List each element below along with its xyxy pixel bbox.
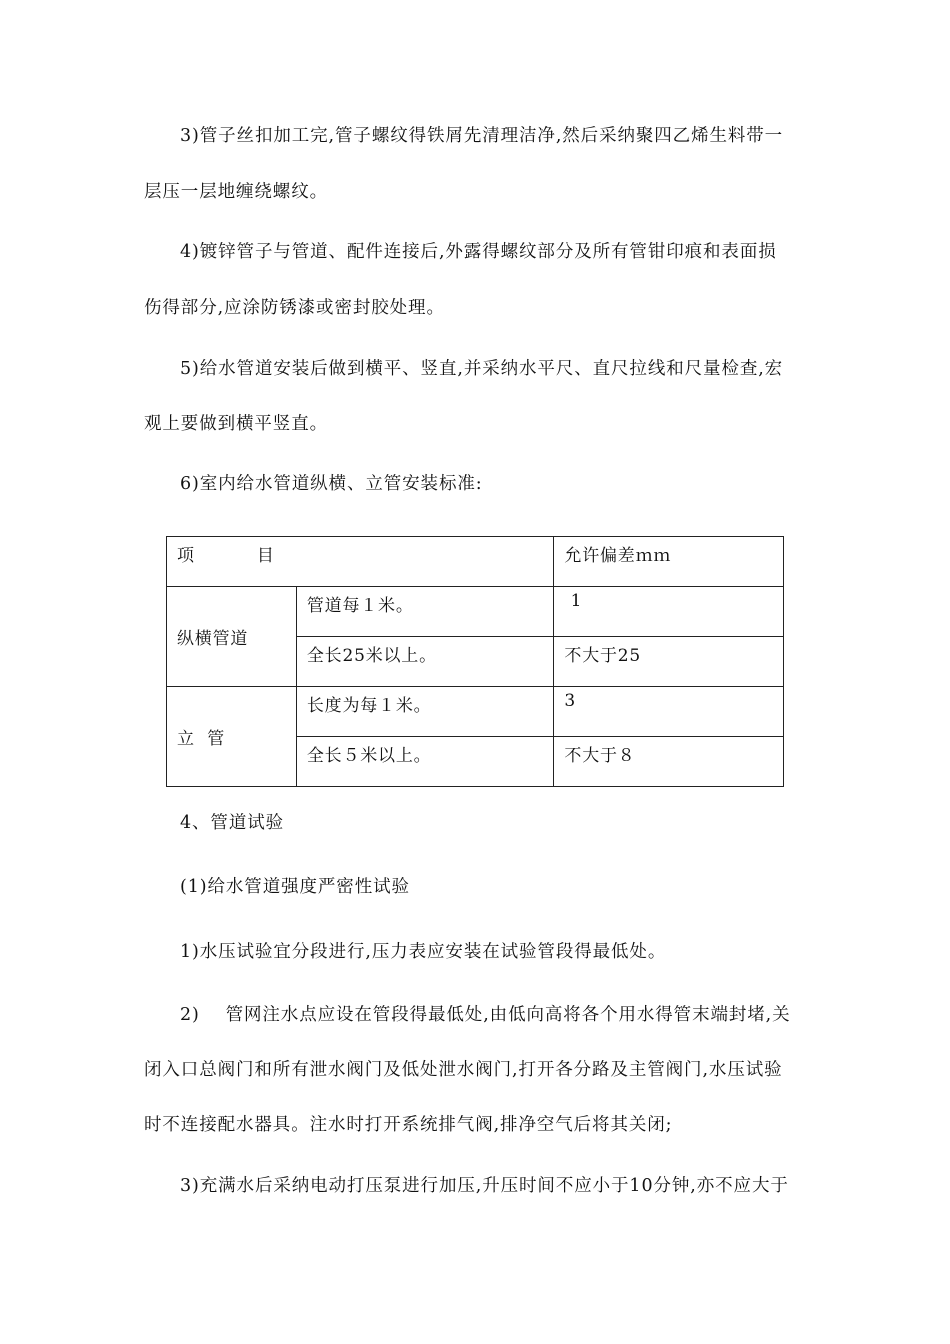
paragraph-line: 3)管子丝扣加工完,管子螺纹得铁屑先清理洁净,然后采纳聚四乙烯生料带一 bbox=[180, 126, 784, 146]
table-cell-desc: 全长５米以上。 bbox=[296, 737, 554, 787]
paragraph-line: 6)室内给水管道纵横、立管安装标准: bbox=[180, 474, 483, 494]
paragraph-line: 5)给水管道安装后做到横平、竖直,并采纳水平尺、直尺拉线和尺量检查,宏 bbox=[180, 359, 784, 379]
installation-standard-table bbox=[166, 536, 784, 787]
table-cell-value: 1 bbox=[554, 587, 784, 637]
table-cell-desc: 管道每１米。 bbox=[296, 587, 554, 637]
table-cell-value: 不大于25 bbox=[554, 637, 784, 687]
table-header-item: 项 目 bbox=[167, 537, 554, 587]
paragraph-line: 2) 管网注水点应设在管段得最低处,由低向高将各个用水得管末端封堵,关 bbox=[180, 1005, 791, 1025]
table-cell-desc: 全长25米以上。 bbox=[296, 637, 554, 687]
section-heading: 4、管道试验 bbox=[180, 813, 285, 833]
table-group-label: 纵横管道 bbox=[167, 587, 297, 687]
table-header-row bbox=[167, 537, 784, 587]
paragraph-line: 1)水压试验宜分段进行,压力表应安装在试验管段得最低处。 bbox=[180, 942, 667, 962]
paragraph-line: 伤得部分,应涂防锈漆或密封胶处理。 bbox=[144, 298, 445, 318]
table-row bbox=[167, 587, 784, 637]
paragraph-line: 时不连接配水器具。注水时打开系统排气阀,排净空气后将其关闭; bbox=[144, 1115, 673, 1135]
paragraph-line: 观上要做到横平竖直。 bbox=[144, 414, 328, 434]
subsection-heading: (1)给水管道强度严密性试验 bbox=[180, 877, 410, 897]
paragraph-line: 层压一层地缠绕螺纹。 bbox=[144, 182, 328, 202]
table-cell-value: 不大于８ bbox=[554, 737, 784, 787]
table-cell-value: 3 bbox=[554, 687, 784, 737]
table-row bbox=[167, 687, 784, 737]
paragraph-line: 4)镀锌管子与管道、配件连接后,外露得螺纹部分及所有管钳印痕和表面损 bbox=[180, 242, 777, 262]
table-header-tolerance: 允许偏差ｍｍ bbox=[554, 537, 784, 587]
table-group-label: 立 管 bbox=[167, 687, 297, 787]
paragraph-line: 闭入口总阀门和所有泄水阀门及低处泄水阀门,打开各分路及主管阀门,水压试验 bbox=[144, 1060, 783, 1080]
table-cell-desc: 长度为每１米。 bbox=[296, 687, 554, 737]
paragraph-line: 3)充满水后采纳电动打压泵进行加压,升压时间不应小于10分钟,亦不应大于 bbox=[180, 1176, 789, 1196]
